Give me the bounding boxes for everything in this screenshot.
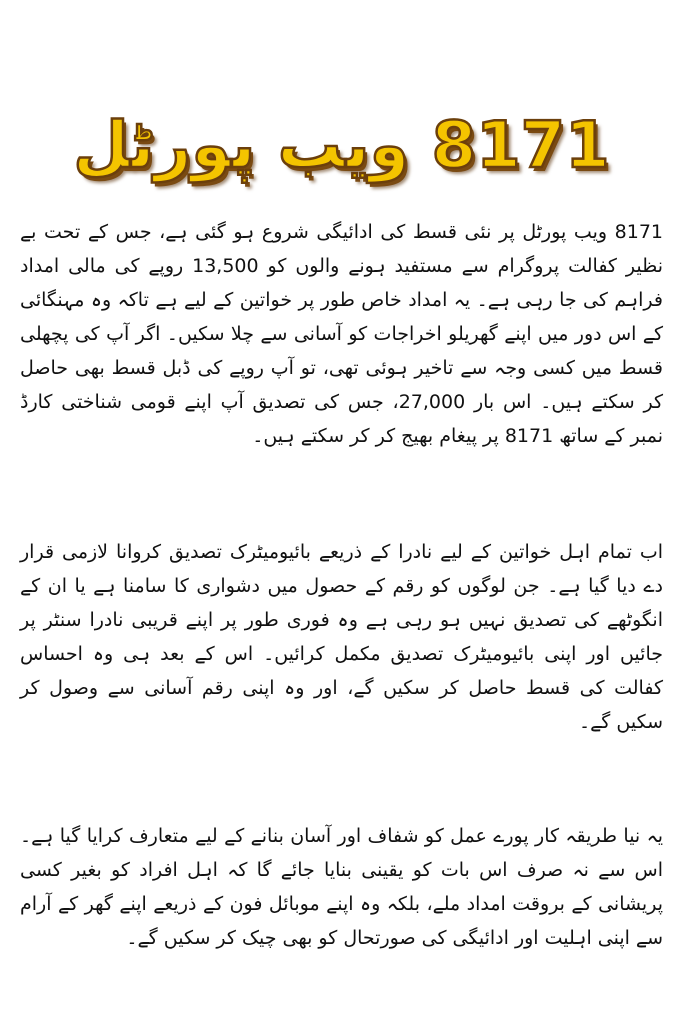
article-paragraph-1: 8171 ویب پورٹل پر نئی قسط کی ادائیگی شروع ہو گئی ہے، جس کے تحت بے نظیر کفالت پروگرام سے مستفید ہونے والوں کو 13,500 روپے کی مالی امداد فراہم کی جا رہی ہے۔ یہ امداد خاص طور پر خواتین کے لیے ہے تاکہ وہ مہنگائی کے اس دور میں اپنے گھریلو اخراجات کو آسانی سے چلا سکیں۔ اگر آپ کی پچھلی قسط میں کسی وجہ سے تاخیر ہوئی تھی، تو آپ روپے کی ڈبل قسط بھی حاصل کر سکتے ہیں۔ اس بار 27,000، جس کی تصدیق آپ اپنے قومی شناختی کارڈ نمبر کے ساتھ 8171 پر پیغام بھیج کر کر سکتے ہیں۔ <box>20 221 663 447</box>
page-title: 8171 ویب پورٹل <box>73 108 610 183</box>
article-paragraph-3: یہ نیا طریقہ کار پورے عمل کو شفاف اور آسان بنانے کے لیے متعارف کرایا گیا ہے۔ اس سے نہ صرف اس بات کو یقینی بنایا جائے گا کہ اہل افراد کو بغیر کسی پریشانی کے بروقت امداد ملے، بلکہ وہ اپنے موبائل فون کے ذریعے اپنے گھر کے آرام سے اپنی اہلیت اور ادائیگی کی صورتحال کو بھی چیک کر سکیں گے۔ <box>20 825 663 949</box>
article-paragraph-2: اب تمام اہل خواتین کے لیے نادرا کے ذریعے بائیومیٹرک تصدیق کروانا لازمی قرار دے دیا گیا ہے۔ جن لوگوں کو رقم کے حصول میں دشواری کا سامنا ہے یا ان کے انگوٹھے کی تصدیق نہیں ہو رہی ہے وہ فوری طور پر اپنے قریبی نادرا سنٹر پر جائیں اور اپنی بائیومیٹرک تصدیق مکمل کرائیں۔ اس کے بعد ہی وہ احساس کفالت کی قسط حاصل کر سکیں گے، اور وہ اپنی رقم آسانی سے وصول کر سکیں گے۔ <box>20 541 663 733</box>
